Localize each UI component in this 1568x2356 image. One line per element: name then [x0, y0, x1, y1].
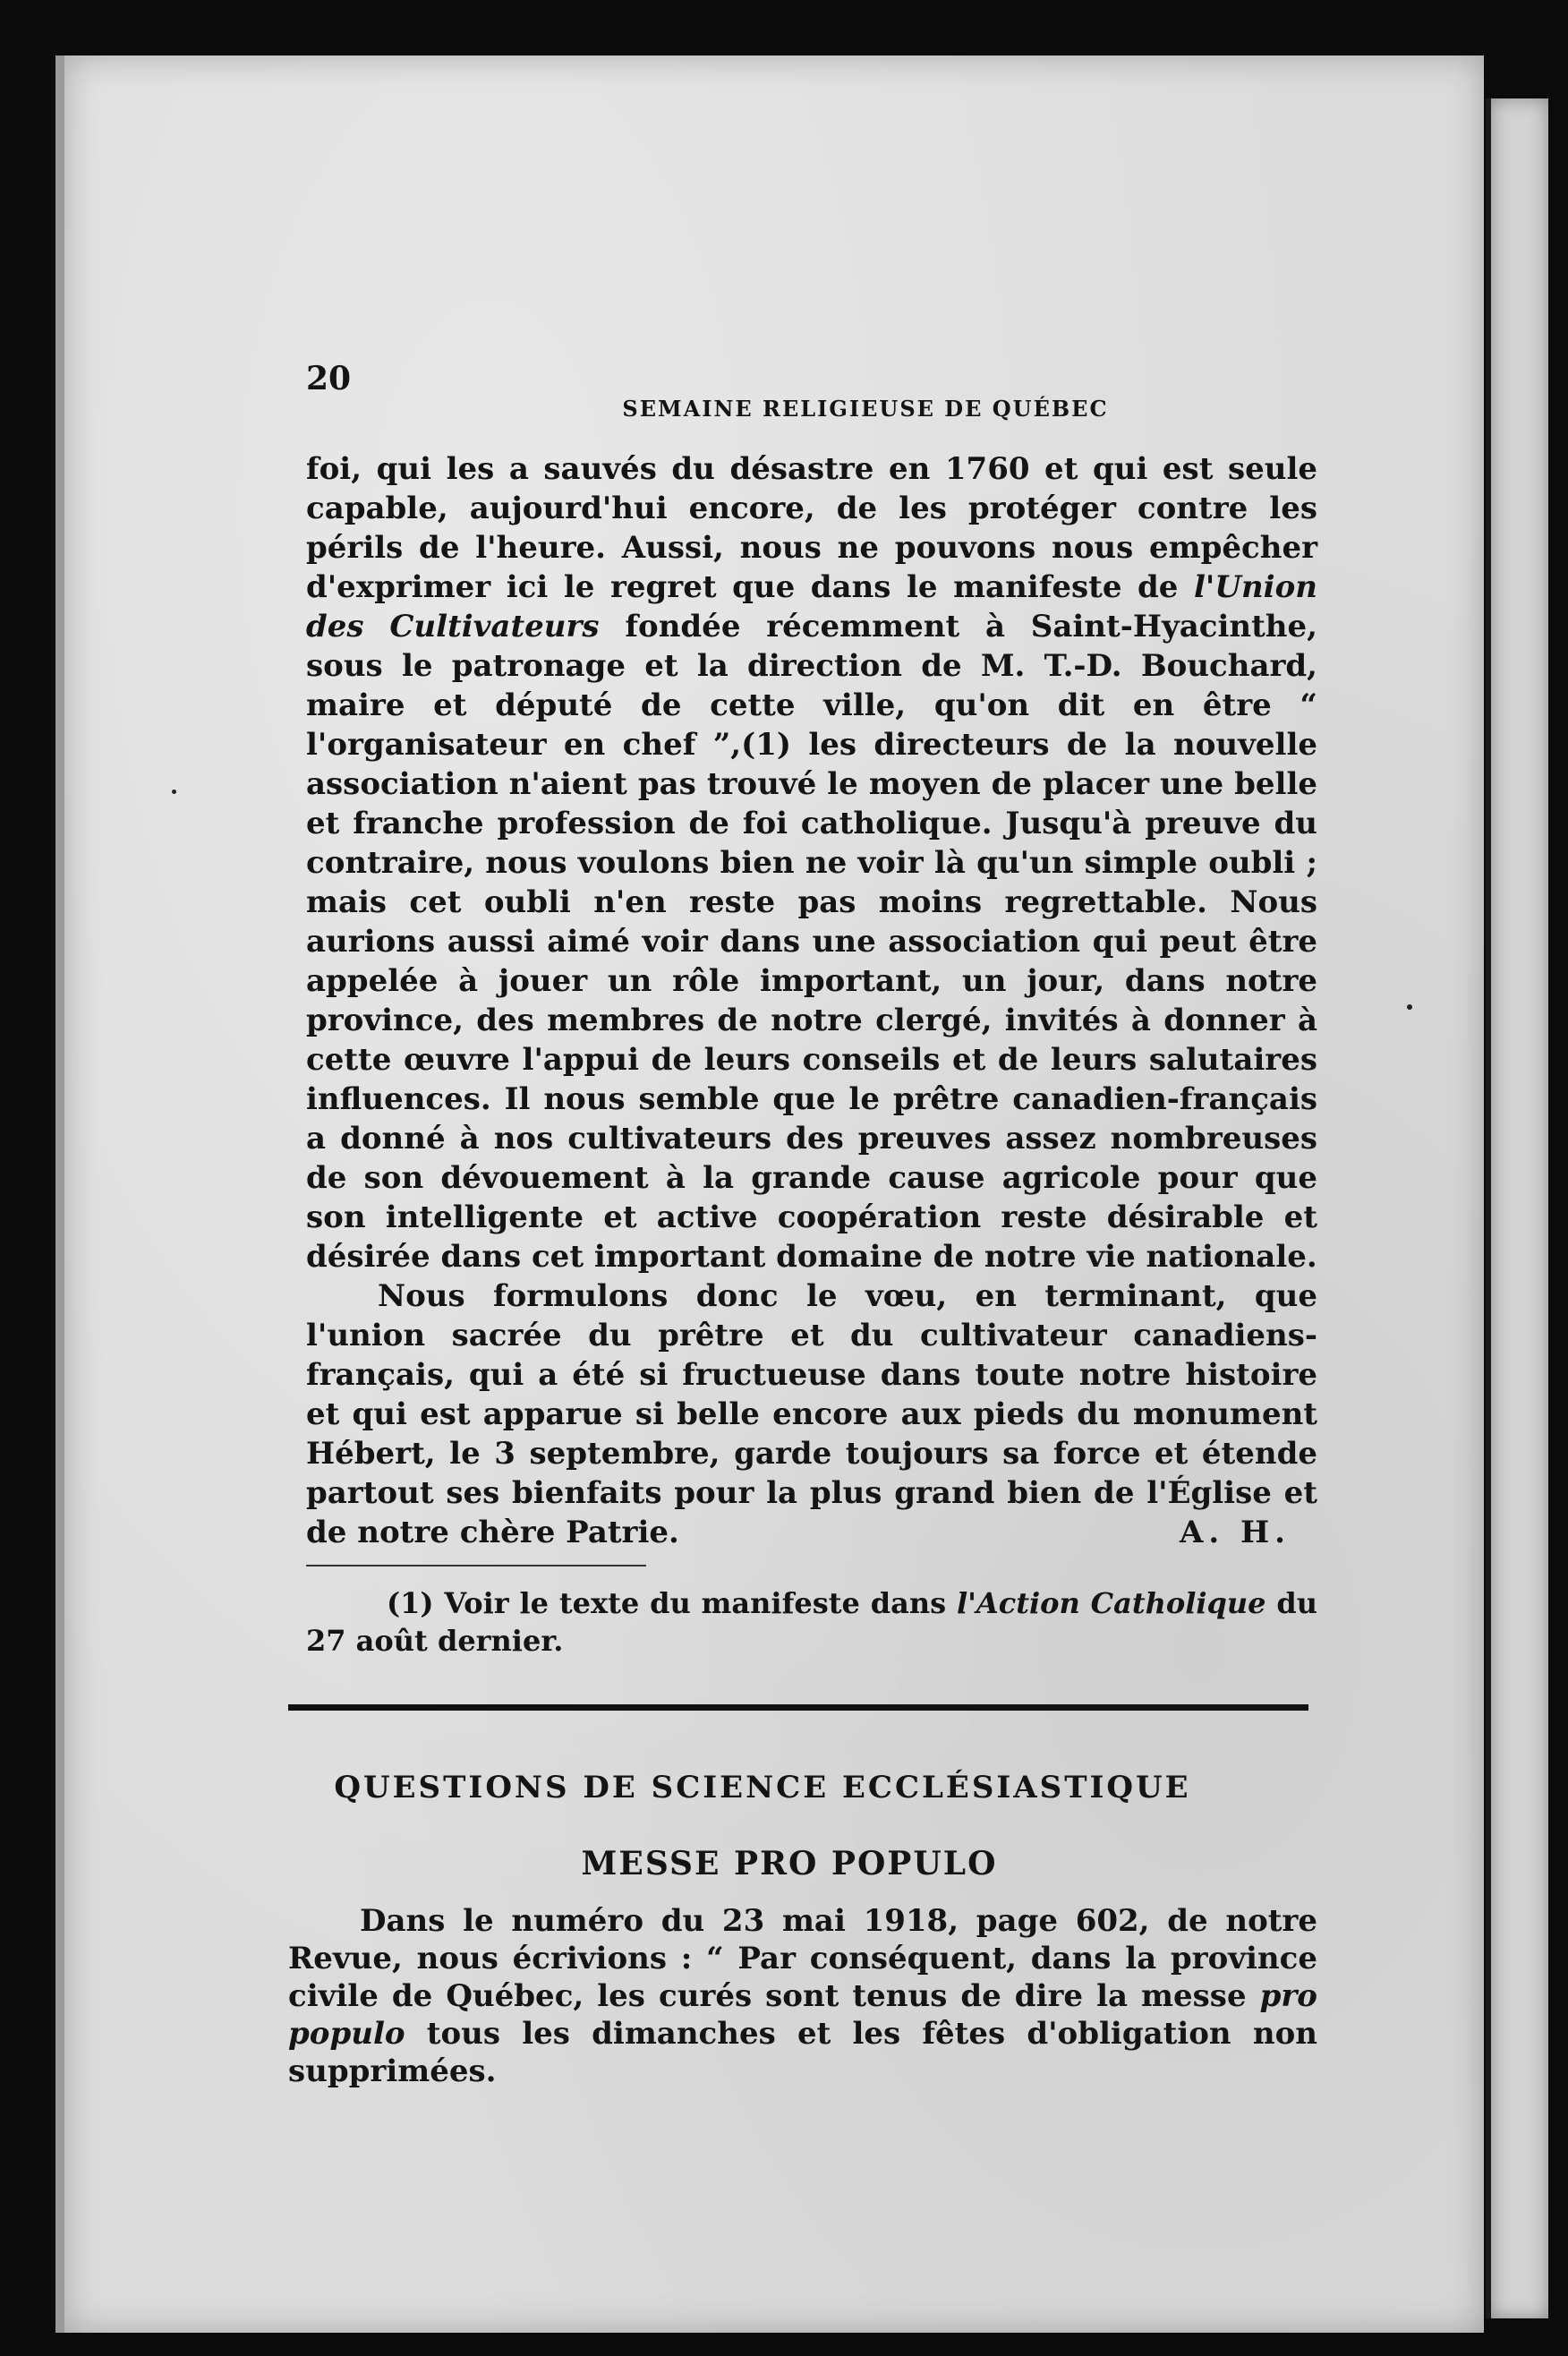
section-body [234, 1902, 1317, 2090]
running-head: SEMAINE RELIGIEUSE DE QUÉBEC [622, 396, 1109, 422]
section-paragraph [288, 1902, 1317, 2090]
adjacent-page-edge [1486, 98, 1548, 2318]
footnote [234, 1584, 1317, 1660]
scan-speck [172, 790, 176, 794]
paragraph-1-text-a: foi, qui les a sauvés du désastre en 1760 et qui est seule capable, aujourd'hui encore, de les protéger contre les périls de l'heure. Aussi, nous ne pouvons nous empêcher d'exprimer ici le regret que dans le manifeste de [306, 451, 1317, 605]
footnote-text-b: du 27 août dernier. [306, 1586, 1318, 1658]
article-body [234, 449, 1317, 1552]
section-text-b: tous les dimanches et les fêtes d'obligation non supprimées. [288, 2016, 1317, 2089]
page-content [234, 360, 1317, 2090]
signature: A. H. [1179, 1515, 1291, 1550]
footnote-italic: l'Action Catholique [956, 1586, 1266, 1620]
section-subtitle: MESSE PRO POPULO [581, 1845, 998, 1882]
section-divider [288, 1704, 1308, 1711]
paragraph-1-italic: l'Union des Cultivateurs [306, 569, 1317, 644]
paragraph-1 [306, 449, 1317, 1276]
footnote-text-a: (1) Voir le texte du manifeste dans [387, 1586, 957, 1620]
footnote-text [306, 1584, 1317, 1660]
scan-speck [1407, 1004, 1412, 1010]
paragraph-1-text-b: fondée récemment à Saint-Hyacinthe, sous le patronage et la direction de M. T.-D. Bouchard, maire et député de cette ville, qu'on dit en être “ l'organisateur en chef ”,(1) les directeurs de la nouvelle association n'aient pas trouvé le moyen de placer une belle et franche profession de foi catholique. Jusqu'à preuve du contraire, nous voulons bien ne voir là qu'un simple oubli ; mais cet oubli n'en reste pas moins regrettable. Nous aurions aussi aimé voir dans une association qui peut être appelée à jouer un rôle important, un jour, dans notre province, des membres de notre clergé, invités à donner à cette œuvre l'appui de leurs conseils et de leurs salutaires influences. Il nous semble que le prêtre canadien-français a donné à nos cultivateurs des preuves assez nombreuses de son dévouement à la grande cause agricole pour que son intelligente et active coopération reste désirable et désirée dans cet important domaine de notre vie nationale. [306, 609, 1317, 1275]
section-title: QUESTIONS DE SCIENCE ECCLÉSIASTIQUE [334, 1770, 1191, 1805]
section-text-a: Dans le numéro du 23 mai 1918, page 602, de notre Revue, nous écrivions : “ Par conséquent, dans la province civile de Québec, les curés sont tenus de dire la messe [288, 1903, 1317, 2014]
section-italic: pro populo [288, 1978, 1317, 2052]
page-number: 20 [306, 360, 352, 397]
paragraph-2: Nous formulons donc le vœu, en terminant, que l'union sacrée du prêtre et du cultivateur canadiens-français, qui a été si fructueuse dans toute notre histoire et qui est apparue si belle encore aux pieds du monument Hébert, le 3 septembre, garde toujours sa force et étende partout ses bienfaits pour la plus grand bien de l'Église et de notre chère Patrie. [306, 1278, 1317, 1550]
page-header [234, 360, 1317, 431]
footnote-divider [306, 1565, 646, 1566]
page-sheet [55, 55, 1484, 2333]
